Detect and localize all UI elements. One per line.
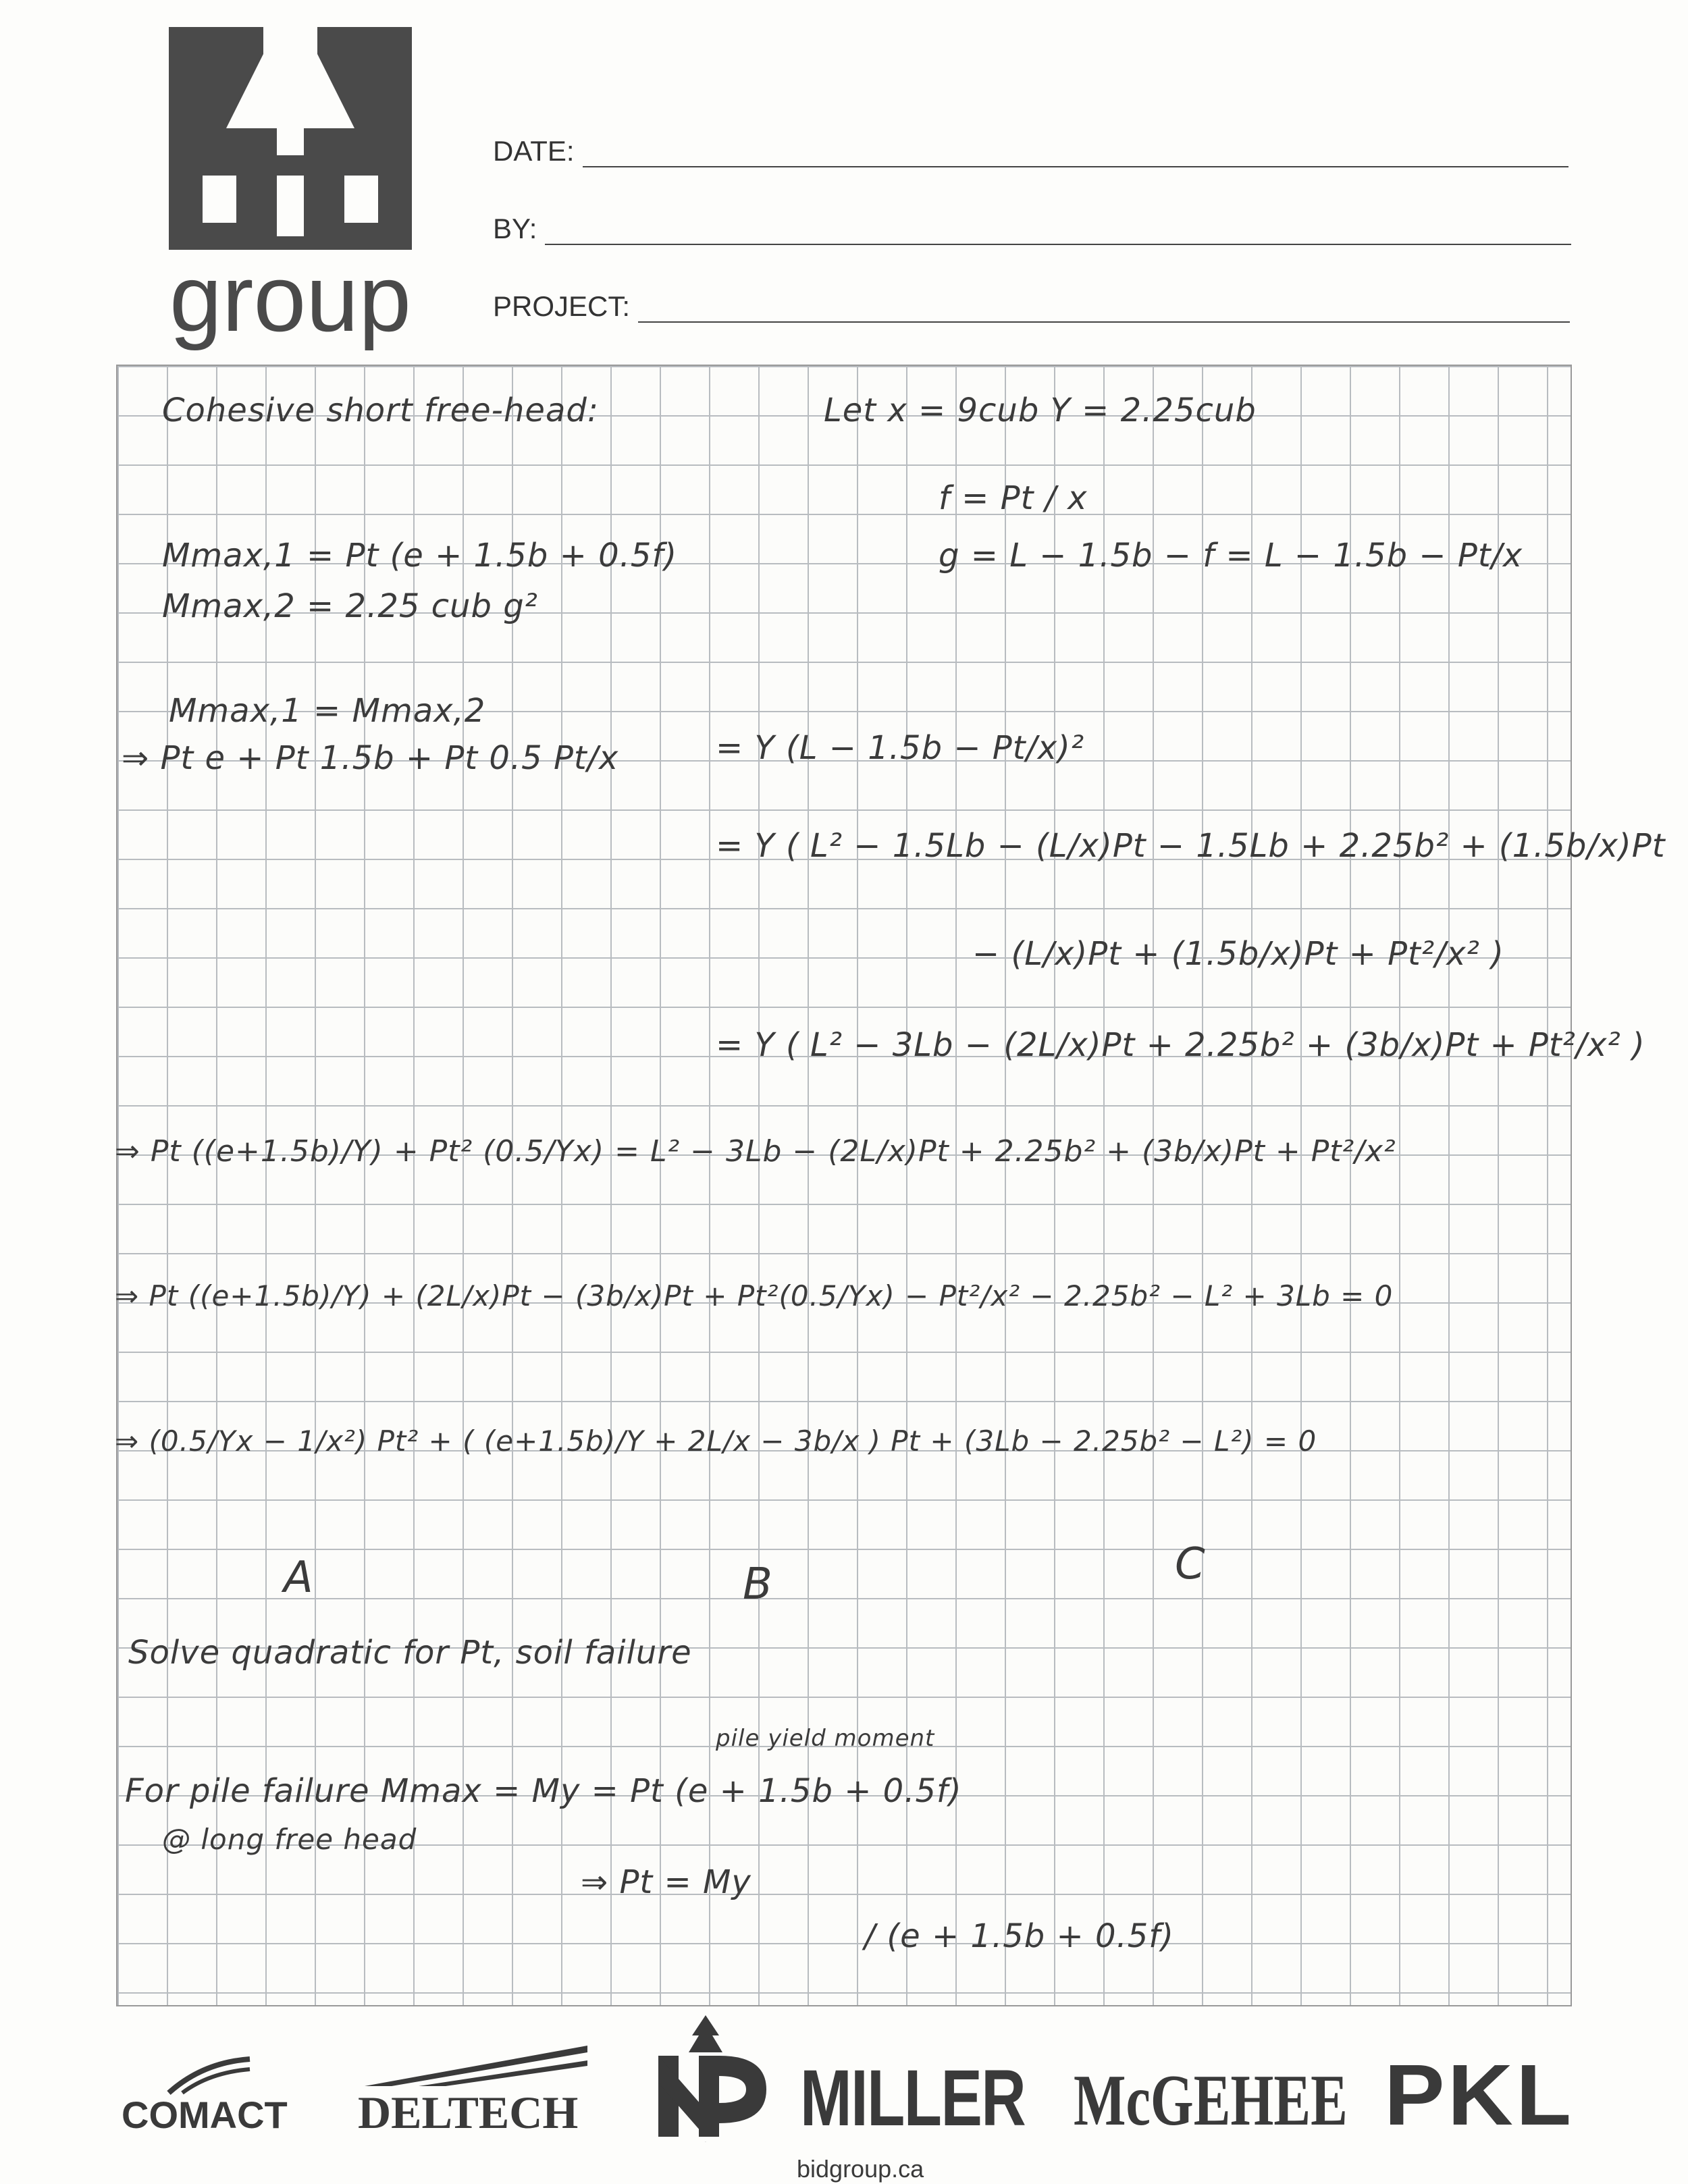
note-label-b: B	[743, 1560, 773, 1609]
note-line11: − (L/x)Pt + (1.5b/x)Pt + Pt²/x² )	[972, 935, 1504, 973]
logo-text: group	[169, 245, 412, 351]
brand-deltech: DELTECH	[358, 2087, 579, 2138]
note-mmax1: Mmax,1 = Pt (e + 1.5b + 0.5f)	[162, 537, 678, 575]
date-label: DATE:	[493, 135, 575, 167]
comact-swoosh-icon	[162, 2056, 257, 2096]
brand-pkl: PKL	[1384, 2047, 1575, 2143]
date-field	[493, 135, 1568, 167]
mp-tree-icon	[645, 2015, 766, 2143]
footer-url[interactable]: bidgroup.ca	[797, 2155, 924, 2183]
mp-text: MP	[705, 2142, 706, 2143]
note-line15: ⇒ (0.5/Yx − 1/x²) Pt² + ( (e+1.5b)/Y + 2L/x − 3b/x ) Pt + (3Lb − 2.25b² − L²) = 0	[115, 1424, 1317, 1458]
note-long-free-head: @ long free head	[162, 1823, 417, 1856]
by-label: BY:	[493, 213, 537, 244]
note-mmax2: Mmax,2 = 2.25 cub g²	[162, 587, 538, 625]
note-pile-yield: pile yield moment	[716, 1725, 935, 1752]
note-solve: Solve quadratic for Pt, soil failure	[128, 1634, 692, 1672]
brand-mcgehee: McGEHEE	[1074, 2060, 1348, 2141]
by-line	[545, 219, 1571, 245]
brand-miller: MILLER	[800, 2054, 1026, 2143]
note-denominator: / (e + 1.5b + 0.5f)	[864, 1917, 1174, 1955]
project-field	[493, 290, 1570, 323]
brand-comact: COMACT	[122, 2094, 288, 2136]
note-line13: ⇒ Pt ((e+1.5b)/Y) + Pt² (0.5/Yx) = L² − 3Lb − (2L/x)Pt + 2.25b² + (3b/x)Pt + Pt²/x²	[115, 1134, 1396, 1169]
deltech-wing-icon	[365, 2046, 587, 2086]
note-line8: ⇒ Pt e + Pt 1.5b + Pt 0.5 Pt/x	[122, 739, 619, 777]
project-label: PROJECT:	[493, 290, 631, 322]
note-pt-my: ⇒ Pt = My	[581, 1863, 751, 1901]
by-field	[493, 213, 1571, 245]
note-pile-failure: For pile failure Mmax = My = Pt (e + 1.5b + 0.5f)	[125, 1772, 962, 1810]
note-line14: ⇒ Pt ((e+1.5b)/Y) + (2L/x)Pt − (3b/x)Pt + Pt²(0.5/Yx) − Pt²/x² − 2.25b² − L² + 3Lb = 0	[115, 1279, 1394, 1312]
note-line12: = Y ( L² − 3Lb − (2L/x)Pt + 2.25b² + (3b/x)Pt + Pt²/x² )	[716, 1026, 1645, 1064]
note-line9: = Y (L − 1.5b − Pt/x)²	[716, 729, 1085, 767]
project-line	[638, 297, 1570, 323]
note-line10: = Y ( L² − 1.5Lb − (L/x)Pt − 1.5Lb + 2.25b² + (1.5b/x)Pt	[716, 827, 1666, 865]
note-label-a: A	[284, 1553, 314, 1603]
note-let: Let x = 9cub Y = 2.25cub	[824, 392, 1257, 429]
note-label-c: C	[1175, 1539, 1206, 1589]
note-title: Cohesive short free-head:	[162, 392, 600, 429]
note-f: f = Pt / x	[939, 479, 1088, 517]
date-line	[583, 142, 1568, 167]
bid-group-logo	[162, 27, 419, 351]
note-g: g = L − 1.5b − f = L − 1.5b − Pt/x	[939, 537, 1523, 575]
note-mmax-eq: Mmax,1 = Mmax,2	[169, 692, 486, 730]
